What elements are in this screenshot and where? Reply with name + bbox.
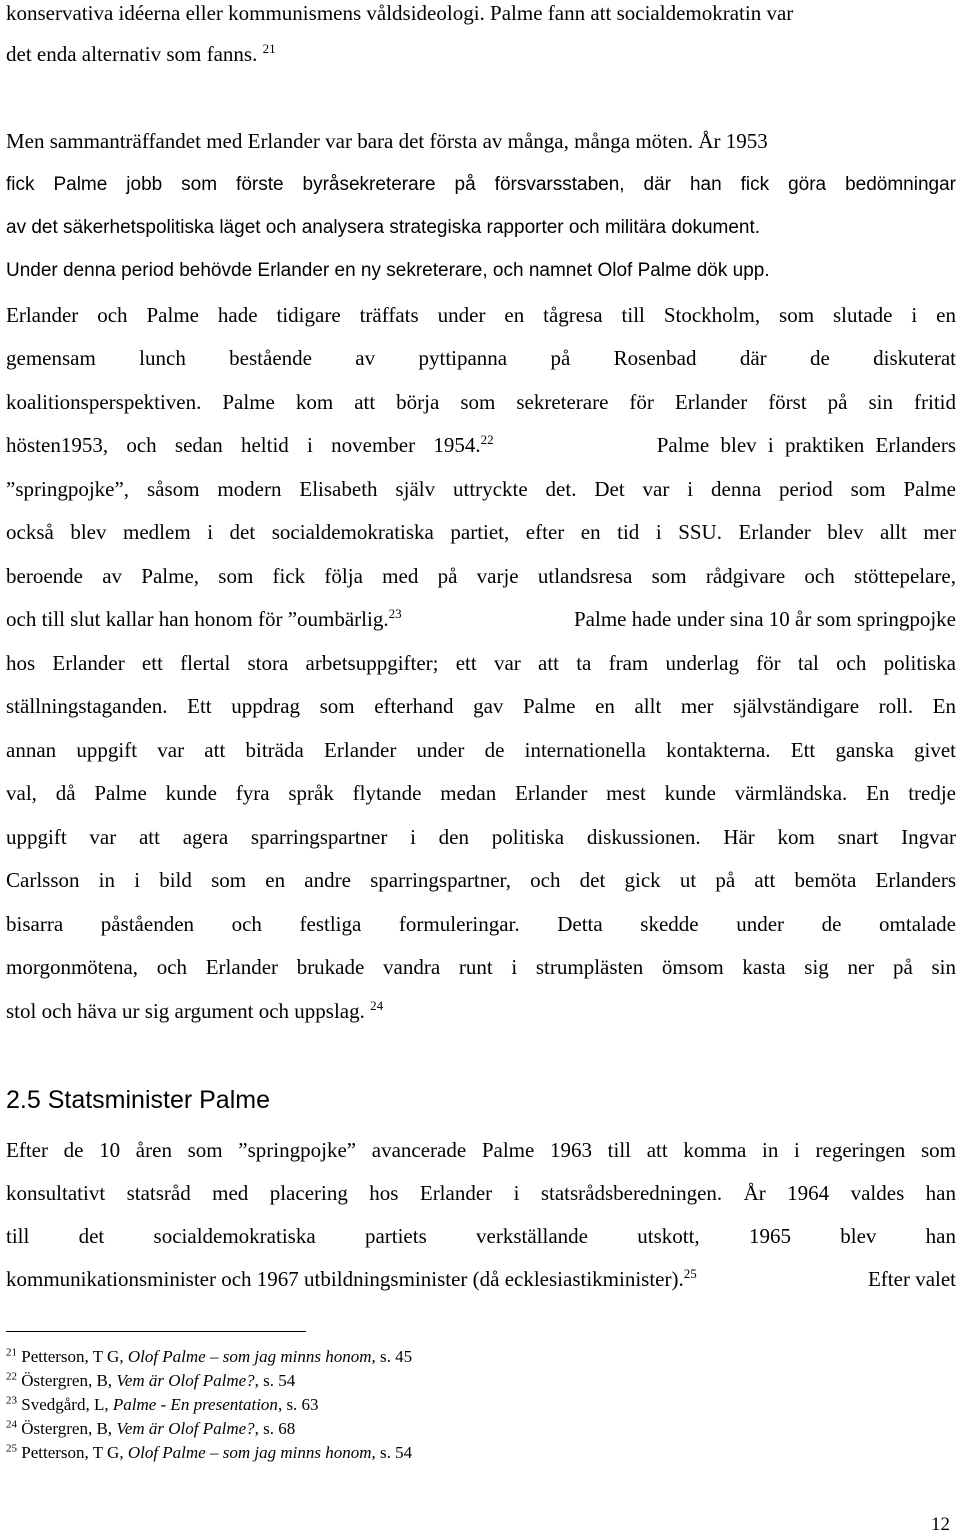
footnote-number: 23 (6, 1394, 17, 1407)
text-line: ställningstaganden. Ett uppdrag som efterhand gav Palme en allt mer självständigare roll. En (6, 694, 956, 718)
text-span (6, 432, 494, 458)
text-span: det enda alternativ som fanns. (6, 42, 258, 66)
footnote-ref-25: 25 (683, 1266, 697, 1281)
footnote-page: , s. 54 (371, 1443, 413, 1462)
text-line: konservativa idéerna eller kommunismens våldsideologi. Palme fann att socialdemokratin var (6, 1, 794, 25)
text-span: Palme blev i praktiken Erlanders (656, 433, 956, 457)
footnote-number: 22 (6, 1370, 17, 1383)
footnote-author: Svedgård, L, (17, 1395, 113, 1414)
footnote (6, 1395, 319, 1415)
text-span (6, 606, 402, 632)
text-line: uppgift var att agera sparringspartner i den politiska diskussionen. Här kom snart Ingvar (6, 825, 956, 849)
footnote (6, 1419, 295, 1439)
footnote-page: , s. 54 (254, 1371, 296, 1390)
text-line (6, 998, 956, 1024)
footnote-author: Östergren, B, (17, 1419, 117, 1438)
text-line: bisarra påståenden och festliga formuleringar. Detta skedde under de omtalade (6, 912, 956, 936)
footnote-page: , s. 45 (371, 1347, 413, 1366)
footnote-page: , s. 63 (277, 1395, 319, 1414)
text-line: också blev medlem i det socialdemokratiska partiet, efter en tid i SSU. Erlander blev allt mer (6, 520, 956, 544)
footnote (6, 1443, 412, 1463)
footnote-title: Olof Palme – som jag minns honom (127, 1443, 372, 1462)
footnote-author: Petterson, T G, (17, 1347, 128, 1366)
text-span: kommunikationsminister och 1967 utbildningsminister (då ecklesiastikminister). (6, 1267, 684, 1291)
text-line: Under denna period behövde Erlander en ny sekreterare, och namnet Olof Palme dök upp. (6, 260, 770, 281)
footnote-author: Petterson, T G, (17, 1443, 128, 1462)
text-line (6, 1266, 956, 1292)
text-line: ”springpojke”, såsom modern Elisabeth själv uttryckte det. Det var i denna period som Palme (6, 477, 956, 501)
footnote-separator (6, 1331, 306, 1332)
footnote-author: Östergren, B, (17, 1371, 117, 1390)
text-line (6, 41, 956, 67)
text-line (6, 606, 956, 632)
text-line: fick Palme jobb som förste byråsekreterare på försvarsstaben, där han fick göra bedömningar (6, 174, 956, 195)
text-line: Erlander och Palme hade tidigare träffats under en tågresa till Stockholm, som slutade i en (6, 303, 956, 327)
footnote-number: 21 (6, 1346, 17, 1359)
footnote-ref-23: 23 (388, 606, 402, 621)
footnote (6, 1371, 295, 1391)
footnote-page: , s. 68 (254, 1419, 296, 1438)
text-line: Efter de 10 åren som ”springpojke” avancerade Palme 1963 till att komma in i regeringen som (6, 1138, 956, 1162)
text-line: konsultativt statsråd med placering hos Erlander i statsrådsberedningen. År 1964 valdes han (6, 1181, 956, 1205)
text-span: Palme hade under sina 10 år som springpojke (574, 607, 956, 631)
footnote-number: 25 (6, 1442, 17, 1455)
footnote-ref-22: 22 (480, 432, 494, 447)
section-heading: 2.5 Statsminister Palme (6, 1086, 270, 1114)
footnote-ref-24: 24 (370, 998, 384, 1013)
text-line (6, 432, 956, 458)
footnote-number: 24 (6, 1418, 17, 1431)
text-span (6, 1266, 697, 1292)
text-line: val, då Palme kunde fyra språk flytande medan Erlander mest kunde värmländska. En tredje (6, 781, 956, 805)
text-line: beroende av Palme, som fick följa med på varje utlandsresa som rådgivare och stöttepelare, (6, 564, 956, 588)
text-line: annan uppgift var att biträda Erlander under de internationella kontakterna. Ett ganska givet (6, 738, 956, 762)
text-span: och till slut kallar han honom för ”oumbärlig. (6, 607, 389, 631)
footnote-title: Palme - En presentation (112, 1395, 278, 1414)
text-span: hösten1953, och sedan heltid i november 1954. (6, 433, 481, 457)
text-line: Men sammanträffandet med Erlander var bara det första av många, många möten. År 1953 (6, 129, 768, 153)
text-line: hos Erlander ett flertal stora arbetsuppgifter; ett var att ta fram underlag för tal och politiska (6, 651, 956, 675)
text-line: koalitionsperspektiven. Palme kom att börja som sekreterare för Erlander först på sin fritid (6, 390, 956, 414)
footnote-title: Vem är Olof Palme? (116, 1371, 255, 1390)
text-line: morgonmötena, och Erlander brukade vandra runt i strumplästen ömsom kasta sig ner på sin (6, 955, 956, 979)
footnote (6, 1347, 412, 1367)
text-line: till det socialdemokratiska partiets verkställande utskott, 1965 blev han (6, 1224, 956, 1248)
text-span: stol och häva ur sig argument och uppslag. (6, 999, 365, 1023)
footnote-title: Vem är Olof Palme? (116, 1419, 255, 1438)
text-span: Efter valet (867, 1267, 956, 1291)
page-number: 12 (931, 1514, 950, 1535)
text-line: Carlsson in i bild som en andre sparringspartner, och det gick ut på att bemöta Erlanders (6, 868, 956, 892)
text-line: av det säkerhetspolitiska läget och analysera strategiska rapporter och militära dokument. (6, 217, 761, 238)
text-line: gemensam lunch bestående av pyttipanna på Rosenbad där de diskuterat (6, 346, 956, 370)
footnote-title: Olof Palme – som jag minns honom (127, 1347, 372, 1366)
footnote-ref-21: 21 (262, 41, 276, 56)
